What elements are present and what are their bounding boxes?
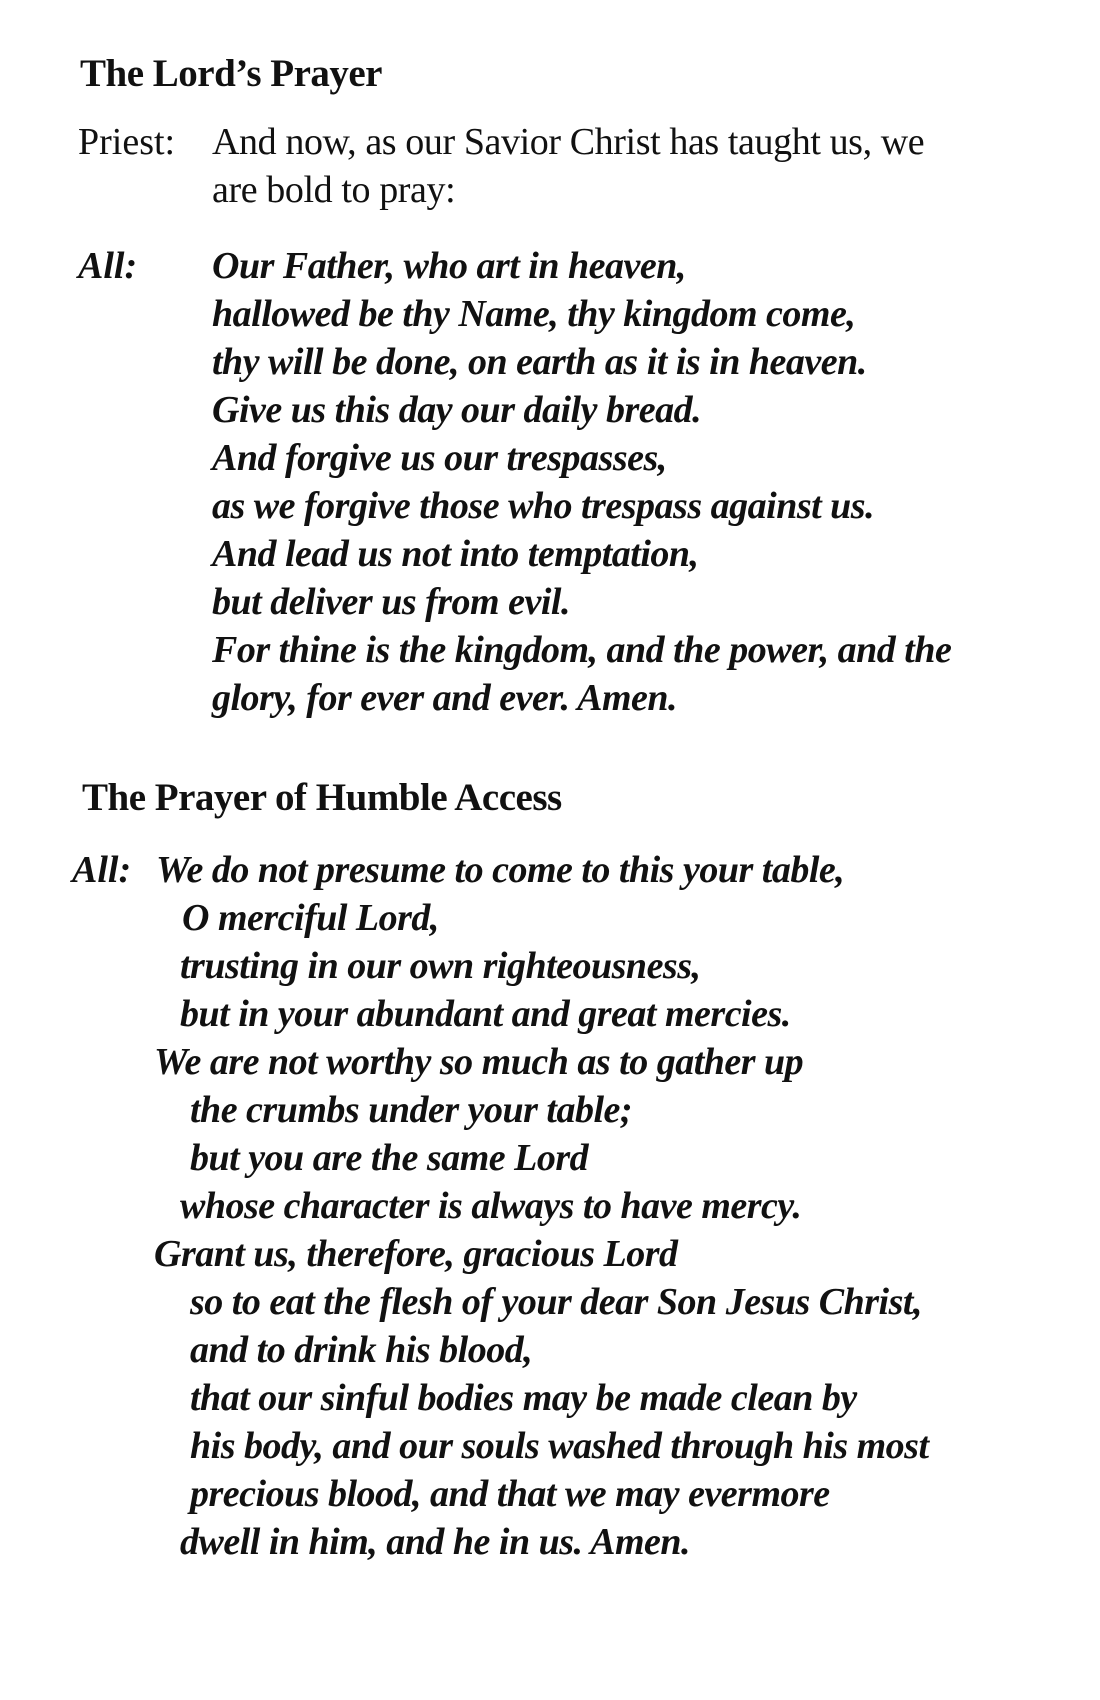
prayer-line: Give us this day our daily bread. <box>212 389 702 431</box>
priest-line: And now, as our Savior Christ has taught us, we <box>212 121 925 163</box>
prayer-line: precious blood, and that we may evermore <box>190 1473 830 1515</box>
prayer-line: that our sinful bodies may be made clean by <box>190 1377 857 1419</box>
prayer-line: And forgive us our trespasses, <box>212 437 667 479</box>
priest-line: are bold to pray: <box>212 169 456 211</box>
prayer-line: his body, and our souls washed through his most <box>190 1425 929 1467</box>
prayer-line: For thine is the kingdom, and the power, and the <box>212 629 952 671</box>
prayer-line: We are not worthy so much as to gather up <box>154 1041 804 1083</box>
prayer-line: but deliver us from evil. <box>212 581 570 623</box>
lords-prayer-title: The Lord’s Prayer <box>80 52 382 95</box>
all-label: All: <box>72 849 132 891</box>
priest-label: Priest: <box>78 121 176 163</box>
prayer-line: hallowed be thy Name, thy kingdom come, <box>212 293 856 335</box>
prayer-line: glory, for ever and ever. Amen. <box>212 677 678 719</box>
all-label: All: <box>78 245 138 287</box>
prayer-line: trusting in our own righteousness, <box>180 945 701 987</box>
prayer-line: dwell in him, and he in us. Amen. <box>180 1521 691 1563</box>
prayer-line: Grant us, therefore, gracious Lord <box>154 1233 678 1275</box>
prayer-line: We do not presume to come to this your table, <box>156 849 845 891</box>
prayer-line: but you are the same Lord <box>190 1137 589 1179</box>
humble-access-title: The Prayer of Humble Access <box>82 776 562 819</box>
prayer-line: but in your abundant and great mercies. <box>180 993 791 1035</box>
prayer-line: the crumbs under your table; <box>190 1089 633 1131</box>
prayer-line: so to eat the flesh of your dear Son Jesus Christ, <box>190 1281 922 1323</box>
prayer-line: And lead us not into temptation, <box>212 533 699 575</box>
prayer-line: thy will be done, on earth as it is in heaven. <box>212 341 867 383</box>
prayer-line: and to drink his blood, <box>190 1329 533 1371</box>
prayer-line: O merciful Lord, <box>182 897 439 939</box>
prayer-line: Our Father, who art in heaven, <box>212 245 686 287</box>
prayer-line: as we forgive those who trespass against us. <box>212 485 875 527</box>
prayer-line: whose character is always to have mercy. <box>180 1185 802 1227</box>
